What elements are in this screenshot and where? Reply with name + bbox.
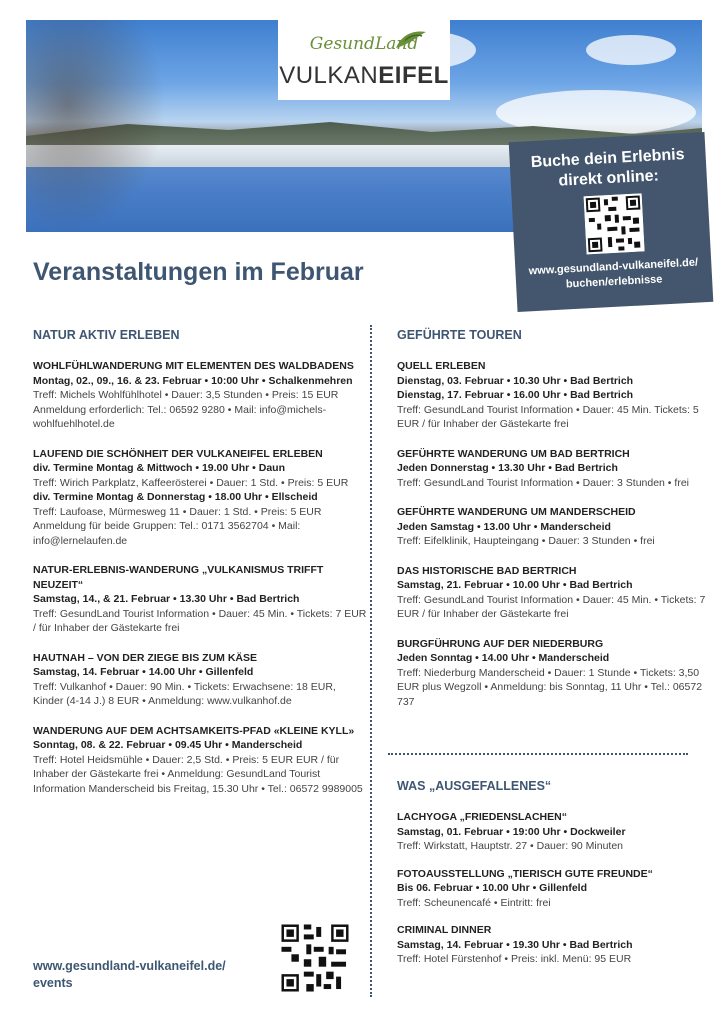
event-item: HAUTNAH – VON DER ZIEGE BIS ZUM KÄSE Samstag, 14. Februar • 14.00 Uhr • Gillenfeld Treff: Vulkanhof • Dauer: 90 Min. • Tickets: Erwachsene: 18 EUR, Kinder (4-14 J.) 8 EUR • Anmeldung: www.vulkanhof.de xyxy=(33,651,336,707)
column-divider xyxy=(370,325,372,997)
event-item: WANDERUNG AUF DEM ACHTSAMKEITS-PFAD «KLEINE KYLL» Sonntag, 08. & 22. Februar • 09.45 Uhr • Manderscheid Treff: Hotel Heidsmühle • Dauer: 2,5 Std. • Preis: 5 EUR EUR / für Inhaber der Gästekarte frei • Anmeldung: GesundLand Tourist Information Manderscheid bis Freitag, 15.30 Uhr • Tel.: 06572 9989005 xyxy=(33,724,363,795)
event-item: NATUR-ERLEBNIS-WANDERUNG „VULKANISMUS TRIFFT NEUZEIT“ Samstag, 14., & 21. Februar • 13.30 Uhr • Bad Bertrich Treff: GesundLand Tourist Information • Dauer: 45 Min. • Tickets: 7 EUR / für Inhaber der Gästekarte frei xyxy=(33,564,367,634)
event-item: LAUFEND DIE SCHÖNHEIT DER VULKANEIFEL ERLEBEN div. Termine Montag & Mittwoch • 19.00 Uhr • Daun Treff: Wirich Parkplatz, Kaffeerösterei • Dauer: 1 Std. • Preis: 5 EUR div. Termine Montag & Donnerstag • 18.00 Uhr • Ellscheid Treff: Laufoase, Mürmesweg 11 • Dauer: 1 Std. • Preis: 5 EUR Anmeldung für beide Gruppen: Tel.: 0171 3562704 • Mail: info@lernelaufen.de xyxy=(33,447,349,547)
badge-heading: Buche dein Erlebnis direkt online: xyxy=(530,146,685,190)
page-title: Veranstaltungen im Februar xyxy=(33,258,364,286)
event-item: BURGFÜHRUNG AUF DER NIEDERBURG Jeden Sonntag • 14.00 Uhr • Manderscheid Treff: Niederburg Manderscheid • Dauer: 1 Stunde • Tickets: 3,50 EUR plus Wegzoll • Anmeldung: bis Sonntag, 11 Uhr • Tel.: 06572 737 xyxy=(397,637,703,708)
event-item: GEFÜHRTE WANDERUNG UM MANDERSCHEID Jeden Samstag • 13.00 Uhr • Manderscheid Treff: Eifelklinik, Haupteingang • Dauer: 3 Stunden • frei xyxy=(397,506,655,547)
events-qr-code-icon[interactable] xyxy=(279,922,351,994)
event-item: LACHYOGA „FRIEDENSLACHEN“ Samstag, 01. Februar • 19:00 Uhr • Dockweiler Treff: Wirkstatt, Hauptstr. 27 • Dauer: 90 Minuten xyxy=(397,811,626,852)
badge-url[interactable]: www.gesundland-vulkaneifel.de/ buchen/erlebnisse xyxy=(528,256,699,291)
section-heading-touren: GEFÜHRTE TOUREN xyxy=(397,328,522,342)
logo-script: GesundLand xyxy=(309,34,419,54)
booking-badge[interactable] xyxy=(509,132,714,312)
special-events-column xyxy=(397,779,717,980)
section-heading-natur: NATUR AKTIV ERLEBEN xyxy=(33,328,180,342)
event-item: CRIMINAL DINNER Samstag, 14. Februar • 19.30 Uhr • Bad Bertrich Treff: Hotel Fürstenhof • Preis: inkl. Menü: 95 EUR xyxy=(397,924,633,965)
gesundland-logo xyxy=(278,20,450,100)
event-item: QUELL ERLEBEN Dienstag, 03. Februar • 10.30 Uhr • Bad Bertrich Dienstag, 17. Februar • 16.00 Uhr • Bad Bertrich Treff: GesundLand Tourist Information • Dauer: 45 Min. Tickets: 5 EUR / für Inhaber der Gästekarte frei xyxy=(397,360,699,430)
right-column xyxy=(397,328,717,724)
section-divider xyxy=(388,753,688,755)
logo-brand: VULKANEIFEL xyxy=(279,62,449,89)
event-item: GEFÜHRTE WANDERUNG UM BAD BERTRICH Jeden Donnerstag • 13.30 Uhr • Bad Bertrich Treff: GesundLand Tourist Information • Dauer: 3 Stunden • frei xyxy=(397,447,689,489)
event-item: DAS HISTORISCHE BAD BERTRICH Samstag, 21. Februar • 10.00 Uhr • Bad Bertrich Treff: GesundLand Tourist Information • Dauer: 45 Min. • Tickets: 7 EUR / für Inhaber der Gästekarte frei xyxy=(397,564,706,620)
section-heading-ausgefallenes: WAS „AUSGEFALLENES“ xyxy=(397,779,552,793)
event-item: WOHLFÜHLWANDERUNG MIT ELEMENTEN DES WALDBADENS Montag, 02., 09., 16. & 23. Februar • 10:00 Uhr • Schalkenmehren Treff: Michels Wohlfühlhotel • Dauer: 3,5 Stunden • Preis: 15 EUR Anmeldung erforderlich: Tel.: 06592 9280 • Mail: info@michels-wohlfuehlhotel.de xyxy=(33,360,354,430)
events-link[interactable]: www.gesundland-vulkaneifel.de/ events xyxy=(33,959,226,990)
left-column xyxy=(33,328,368,811)
qr-code-icon[interactable] xyxy=(584,193,645,254)
event-item: FOTOAUSSTELLUNG „TIERISCH GUTE FREUNDE“ Bis 06. Februar • 10.00 Uhr • Gillenfeld Treff: Scheunencafé • Eintritt: frei xyxy=(397,867,653,909)
